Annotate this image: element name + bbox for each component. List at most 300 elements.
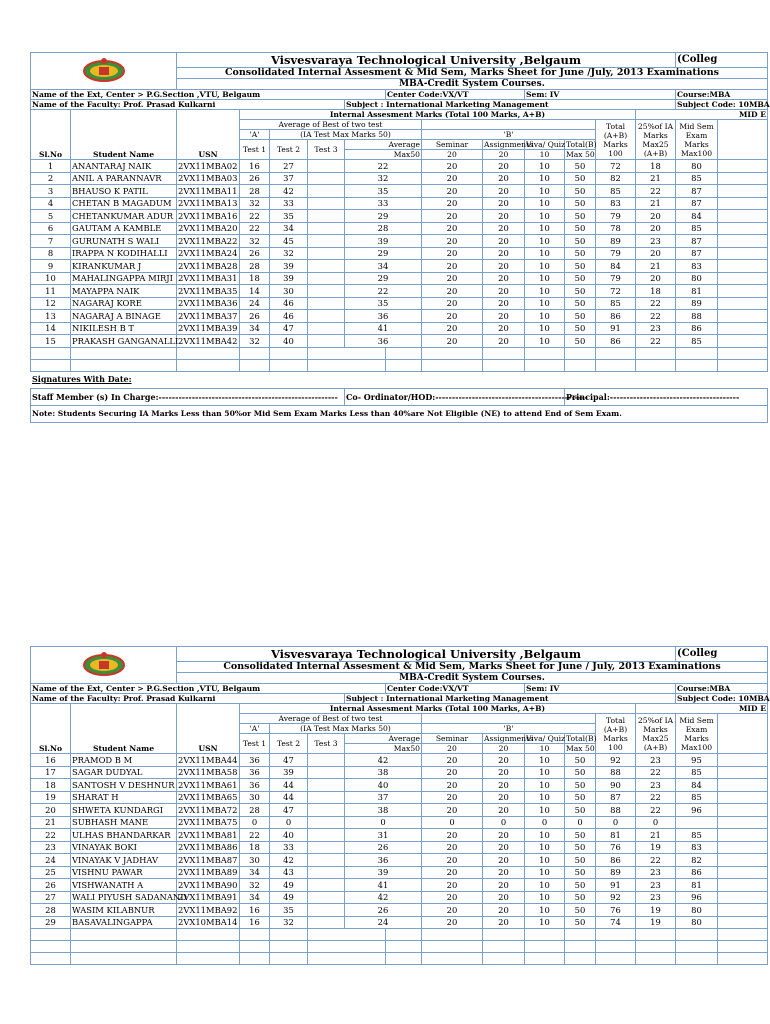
row-slno: 27 <box>31 891 71 904</box>
row-mid-sem: 87 <box>676 197 718 210</box>
student-row <box>31 310 768 323</box>
student-row <box>31 260 768 273</box>
row-test2: 37 <box>270 172 308 185</box>
row-extra <box>718 891 768 904</box>
row-viva: 10 <box>525 841 565 854</box>
row-extra <box>718 222 768 235</box>
row-slno: 14 <box>31 322 71 335</box>
row-student-name: WALI PIYUSH SADANAND <box>72 892 187 903</box>
row-usn: 2VX11MBA28 <box>177 260 240 273</box>
row-average: 38 <box>345 804 422 817</box>
vtu-logo-icon <box>82 651 126 677</box>
course-label: Course:MBA <box>676 90 768 100</box>
row-assignments: 20 <box>483 247 525 260</box>
row-usn: 2VX11MBA89 <box>177 866 240 879</box>
row-test1: 32 <box>240 235 270 248</box>
col-test1: Test 1 <box>240 140 270 160</box>
col-max50: Max50 <box>345 744 422 754</box>
row-25pct: 23 <box>636 235 676 248</box>
row-student-name: GURUNATH S WALI <box>71 235 177 248</box>
row-test3 <box>308 285 345 298</box>
row-average: 29 <box>345 272 422 285</box>
faculty-name: Name of the Faculty: Prof. Prasad Kulkarni <box>31 694 345 704</box>
row-test3 <box>308 791 345 804</box>
row-average: 41 <box>345 322 422 335</box>
row-25pct: 18 <box>636 160 676 173</box>
row-test3 <box>308 310 345 323</box>
col-slno: Sl.No <box>31 110 71 160</box>
row-mid-sem: 96 <box>676 891 718 904</box>
row-test1: 28 <box>240 804 270 817</box>
logo-cell <box>31 53 177 90</box>
row-slno: 26 <box>31 879 71 892</box>
row-student-name: NAGARAJ A BINAGE <box>71 310 177 323</box>
row-viva: 10 <box>525 260 565 273</box>
row-25pct: 22 <box>636 310 676 323</box>
row-assignments: 20 <box>483 260 525 273</box>
row-student-name: SHARAT H <box>71 791 177 804</box>
row-total: 76 <box>596 904 636 917</box>
col-viva: Viva/ Quiz <box>526 734 566 743</box>
row-seminar: 20 <box>422 779 483 792</box>
row-student-name: PRAMOD B M <box>71 754 177 767</box>
row-mid-sem: 85 <box>676 335 718 348</box>
row-total: 82 <box>596 172 636 185</box>
row-assignments: 20 <box>483 210 525 223</box>
student-row <box>31 791 768 804</box>
row-extra <box>718 766 768 779</box>
row-extra <box>718 779 768 792</box>
row-total-b: 50 <box>565 185 596 198</box>
row-total: 0 <box>596 816 636 829</box>
col-mid-sem: Mid Sem Exam Marks Max100 <box>676 120 718 160</box>
student-row <box>31 854 768 867</box>
row-assignments: 20 <box>483 322 525 335</box>
row-seminar: 20 <box>422 185 483 198</box>
row-test2: 33 <box>270 841 308 854</box>
row-total-b: 50 <box>565 829 596 842</box>
row-total-b: 50 <box>565 841 596 854</box>
row-total: 92 <box>596 891 636 904</box>
row-average: 38 <box>345 766 422 779</box>
row-average: 41 <box>345 879 422 892</box>
row-test3 <box>308 916 345 929</box>
row-total: 87 <box>596 791 636 804</box>
row-extra <box>718 829 768 842</box>
row-student-name: WASIM KILABNUR <box>71 904 177 917</box>
college-label: (Colleg <box>676 53 768 68</box>
row-test1: 36 <box>240 754 270 767</box>
row-slno: 7 <box>31 235 71 248</box>
row-25pct: 22 <box>636 791 676 804</box>
row-total-b: 50 <box>565 172 596 185</box>
student-row <box>31 916 768 929</box>
student-row <box>31 197 768 210</box>
row-viva: 10 <box>525 791 565 804</box>
row-viva: 10 <box>525 916 565 929</box>
row-25pct: 22 <box>636 335 676 348</box>
row-25pct: 23 <box>636 879 676 892</box>
row-test1: 26 <box>240 172 270 185</box>
row-total: 85 <box>596 185 636 198</box>
row-test2: 39 <box>270 272 308 285</box>
row-student-name: ULHAS BHANDARKAR <box>71 829 177 842</box>
row-total: 76 <box>596 841 636 854</box>
row-viva: 10 <box>525 235 565 248</box>
row-student-name: SUBHASH MANE <box>71 816 177 829</box>
seminar-max: 20 <box>422 150 483 160</box>
subject-name: Subject : International Marketing Management <box>345 100 676 110</box>
row-total: 91 <box>596 879 636 892</box>
empty-row <box>31 347 768 359</box>
row-total-b: 50 <box>565 310 596 323</box>
row-student-name: GAUTAM A KAMBLE <box>71 222 177 235</box>
student-row <box>31 172 768 185</box>
subject-name: Subject : International Marketing Management <box>345 694 676 704</box>
row-viva: 10 <box>525 804 565 817</box>
row-test3 <box>308 779 345 792</box>
row-student-name: IRAPPA N KODIHALLI <box>71 247 177 260</box>
row-usn: 2VX10MBA14 <box>177 916 240 929</box>
row-mid-sem: 86 <box>676 866 718 879</box>
row-student-name: NAGARAJ KORE <box>71 297 177 310</box>
col-max50: Max50 <box>345 150 422 160</box>
row-seminar: 20 <box>422 260 483 273</box>
row-extra <box>718 247 768 260</box>
row-student-name: ANANTARAJ NAIK <box>71 160 177 173</box>
row-test1: 34 <box>240 322 270 335</box>
row-total-b: 50 <box>565 879 596 892</box>
row-slno: 16 <box>31 754 71 767</box>
row-test3 <box>308 335 345 348</box>
row-seminar: 20 <box>422 272 483 285</box>
marks-sheet-page-1 <box>30 52 768 423</box>
row-25pct: 22 <box>636 297 676 310</box>
row-total-b: 50 <box>565 285 596 298</box>
col-assignments: Assignments <box>484 734 533 743</box>
row-usn: 2VX11MBA16 <box>177 210 240 223</box>
principal-signature-line: Principal:--------------------------------------- <box>565 388 768 405</box>
subject-code: Subject Code: 10MBA <box>677 100 770 109</box>
row-total: 83 <box>596 197 636 210</box>
row-total-b: 50 <box>565 804 596 817</box>
student-row <box>31 272 768 285</box>
row-25pct: 19 <box>636 904 676 917</box>
row-slno: 13 <box>31 310 71 323</box>
row-seminar: 20 <box>422 210 483 223</box>
row-seminar: 0 <box>422 816 483 829</box>
row-test1: 36 <box>240 779 270 792</box>
row-test2: 32 <box>270 916 308 929</box>
row-assignments: 20 <box>483 235 525 248</box>
row-average: 33 <box>345 197 422 210</box>
row-test1: 18 <box>240 272 270 285</box>
row-slno: 11 <box>31 285 71 298</box>
row-test1: 0 <box>240 816 270 829</box>
row-average: 39 <box>345 235 422 248</box>
row-test2: 43 <box>270 866 308 879</box>
viva-max: 10 <box>525 744 565 754</box>
signatures-label: Signatures With Date: <box>31 371 768 388</box>
row-mid-sem: 80 <box>676 904 718 917</box>
row-mid-sem: 81 <box>676 285 718 298</box>
mid-heading-cut: MID E <box>636 704 768 714</box>
row-student-name: VISHWANATH A <box>71 879 177 892</box>
row-average: 29 <box>345 210 422 223</box>
row-test2: 46 <box>270 310 308 323</box>
logo-cell <box>31 647 177 684</box>
row-25pct: 21 <box>636 172 676 185</box>
row-usn: 2VX11MBA13 <box>177 197 240 210</box>
row-assignments: 20 <box>483 841 525 854</box>
row-total-b: 50 <box>565 222 596 235</box>
row-seminar: 20 <box>422 891 483 904</box>
row-test1: 32 <box>240 335 270 348</box>
row-test3 <box>308 210 345 223</box>
row-assignments: 20 <box>483 904 525 917</box>
row-25pct: 20 <box>636 222 676 235</box>
row-mid-sem: 83 <box>676 260 718 273</box>
row-usn: 2VX11MBA11 <box>177 185 240 198</box>
empty-row <box>31 359 768 371</box>
row-slno: 12 <box>31 297 71 310</box>
row-total-b: 50 <box>565 260 596 273</box>
row-student-name: PRAKASH GANGANALLI <box>72 335 179 346</box>
row-test2: 40 <box>270 829 308 842</box>
student-row <box>31 335 768 348</box>
row-total: 74 <box>596 916 636 929</box>
student-row <box>31 160 768 173</box>
row-student-name: SAGAR DUDYAL <box>71 766 177 779</box>
row-total: 88 <box>596 804 636 817</box>
row-viva: 10 <box>525 297 565 310</box>
student-row <box>31 766 768 779</box>
row-total-b: 50 <box>565 791 596 804</box>
row-viva: 10 <box>525 172 565 185</box>
student-row <box>31 829 768 842</box>
row-student-name: CHETAN B MAGADUM <box>71 197 177 210</box>
row-test3 <box>308 260 345 273</box>
row-test2: 39 <box>270 766 308 779</box>
program-title: MBA-Credit System Courses. <box>177 673 768 684</box>
row-seminar: 20 <box>422 297 483 310</box>
col-25pct: 25%of IA Marks Max25 (A+B) <box>636 714 676 754</box>
row-student-name: MAYAPPA NAIK <box>71 285 177 298</box>
row-slno: 17 <box>31 766 71 779</box>
row-slno: 3 <box>31 185 71 198</box>
row-mid-sem: 84 <box>676 779 718 792</box>
row-seminar: 20 <box>422 766 483 779</box>
row-usn: 2VX11MBA35 <box>177 285 240 298</box>
row-usn: 2VX11MBA86 <box>177 841 240 854</box>
row-total-b: 50 <box>565 904 596 917</box>
row-extra <box>718 260 768 273</box>
row-assignments: 20 <box>483 854 525 867</box>
row-seminar: 20 <box>422 222 483 235</box>
row-test2: 35 <box>270 210 308 223</box>
row-test3 <box>308 879 345 892</box>
row-usn: 2VX11MBA37 <box>177 310 240 323</box>
row-extra <box>718 272 768 285</box>
row-test3 <box>308 322 345 335</box>
row-total-b: 50 <box>565 766 596 779</box>
row-assignments: 20 <box>483 272 525 285</box>
row-seminar: 20 <box>422 804 483 817</box>
row-test3 <box>308 829 345 842</box>
row-25pct: 22 <box>636 854 676 867</box>
row-25pct: 22 <box>636 766 676 779</box>
row-seminar: 20 <box>422 310 483 323</box>
row-usn: 2VX11MBA81 <box>177 829 240 842</box>
row-test2: 45 <box>270 235 308 248</box>
row-test2: 35 <box>270 904 308 917</box>
vtu-logo-icon <box>82 57 126 83</box>
student-row <box>31 185 768 198</box>
row-test1: 16 <box>240 904 270 917</box>
row-mid-sem: 87 <box>676 235 718 248</box>
row-extra <box>718 210 768 223</box>
row-assignments: 20 <box>483 866 525 879</box>
program-title: MBA-Credit System Courses. <box>177 79 768 90</box>
row-slno: 20 <box>31 804 71 817</box>
row-total: 86 <box>596 854 636 867</box>
row-average: 42 <box>345 754 422 767</box>
row-average: 22 <box>345 285 422 298</box>
row-student-name: VISHNU PAWAR <box>71 866 177 879</box>
row-mid-sem: 80 <box>676 916 718 929</box>
row-total: 90 <box>596 779 636 792</box>
row-usn: 2VX11MBA31 <box>177 272 240 285</box>
row-viva: 10 <box>525 904 565 917</box>
row-test1: 30 <box>240 791 270 804</box>
row-assignments: 20 <box>483 804 525 817</box>
row-test3 <box>308 804 345 817</box>
row-total: 86 <box>596 335 636 348</box>
row-mid-sem: 80 <box>676 160 718 173</box>
row-total-b: 50 <box>565 335 596 348</box>
col-test3: Test 3 <box>308 140 345 160</box>
row-extra <box>718 866 768 879</box>
row-test2: 0 <box>270 816 308 829</box>
marks-table-1 <box>30 52 768 423</box>
row-slno: 2 <box>31 172 71 185</box>
student-row <box>31 247 768 260</box>
student-row <box>31 904 768 917</box>
row-total-b: 50 <box>565 210 596 223</box>
row-total-b: 50 <box>565 235 596 248</box>
empty-row <box>31 953 768 965</box>
row-test1: 32 <box>240 879 270 892</box>
row-total: 88 <box>596 766 636 779</box>
ia-heading: Internal Assesment Marks (Total 100 Marks, A+B) <box>240 704 636 714</box>
row-usn: 2VX11MBA20 <box>177 222 240 235</box>
row-average: 35 <box>345 297 422 310</box>
row-test2: 30 <box>270 285 308 298</box>
row-25pct: 0 <box>636 816 676 829</box>
row-slno: 6 <box>31 222 71 235</box>
row-mid-sem <box>676 816 718 829</box>
row-test3 <box>308 222 345 235</box>
row-mid-sem: 86 <box>676 322 718 335</box>
row-student-name: VINAYAK V JADHAV <box>71 854 177 867</box>
university-title: Visvesvaraya Technological University ,Belgaum <box>177 647 676 662</box>
row-mid-sem: 87 <box>676 185 718 198</box>
row-viva: 10 <box>525 285 565 298</box>
row-viva: 10 <box>525 829 565 842</box>
row-extra <box>718 841 768 854</box>
row-average: 32 <box>345 172 422 185</box>
row-mid-sem: 85 <box>676 791 718 804</box>
row-seminar: 20 <box>422 247 483 260</box>
col-seminar: Seminar <box>422 140 483 150</box>
group-a-label: 'A' <box>240 130 270 140</box>
col-total: Total (A+B) Marks 100 <box>596 120 636 160</box>
col-usn: USN <box>177 110 240 160</box>
row-test2: 49 <box>270 879 308 892</box>
row-total: 72 <box>596 285 636 298</box>
col-total-b: Total(B) <box>566 734 597 743</box>
row-test1: 14 <box>240 285 270 298</box>
col-extra <box>718 120 768 160</box>
row-total: 86 <box>596 310 636 323</box>
row-usn: 2VX11MBA22 <box>177 235 240 248</box>
row-test1: 22 <box>240 210 270 223</box>
row-total: 84 <box>596 260 636 273</box>
row-average: 36 <box>345 335 422 348</box>
ext-center: Name of the Ext, Center > P.G.Section ,VTU, Belgaum <box>31 684 386 694</box>
row-seminar: 20 <box>422 285 483 298</box>
row-extra <box>718 285 768 298</box>
row-total: 91 <box>596 322 636 335</box>
row-total: 78 <box>596 222 636 235</box>
empty-row <box>31 941 768 953</box>
total-b-max: Max 50 <box>566 150 595 159</box>
row-slno: 8 <box>31 247 71 260</box>
row-student-name: MAHALINGAPPA MIRJI <box>71 272 177 285</box>
row-usn: 2VX11MBA24 <box>177 247 240 260</box>
row-assignments: 20 <box>483 172 525 185</box>
row-seminar: 20 <box>422 322 483 335</box>
col-seminar: Seminar <box>422 734 483 744</box>
col-25pct: 25%of IA Marks Max25 (A+B) <box>636 120 676 160</box>
row-seminar: 20 <box>422 866 483 879</box>
row-assignments: 20 <box>483 879 525 892</box>
empty-row <box>31 929 768 941</box>
row-average: 40 <box>345 779 422 792</box>
student-row <box>31 285 768 298</box>
row-seminar: 20 <box>422 235 483 248</box>
row-usn: 2VX11MBA61 <box>177 779 240 792</box>
row-test3 <box>308 197 345 210</box>
row-slno: 1 <box>31 160 71 173</box>
row-25pct: 20 <box>636 210 676 223</box>
row-student-name: BASAVALINGAPPA <box>71 916 177 929</box>
student-row <box>31 210 768 223</box>
row-test3 <box>308 235 345 248</box>
row-usn: 2VX11MBA72 <box>177 804 240 817</box>
ia-max-label: (IA Test Max Marks 50) <box>270 130 422 140</box>
col-assignments: Assignments <box>484 140 533 149</box>
row-test3 <box>308 297 345 310</box>
row-average: 26 <box>345 841 422 854</box>
row-usn: 2VX11MBA87 <box>177 854 240 867</box>
row-total-b: 50 <box>565 272 596 285</box>
blank-b-top <box>422 120 596 130</box>
faculty-name: Name of the Faculty: Prof. Prasad Kulkarni <box>31 100 345 110</box>
row-extra <box>718 879 768 892</box>
row-test1: 36 <box>240 766 270 779</box>
row-viva: 10 <box>525 322 565 335</box>
